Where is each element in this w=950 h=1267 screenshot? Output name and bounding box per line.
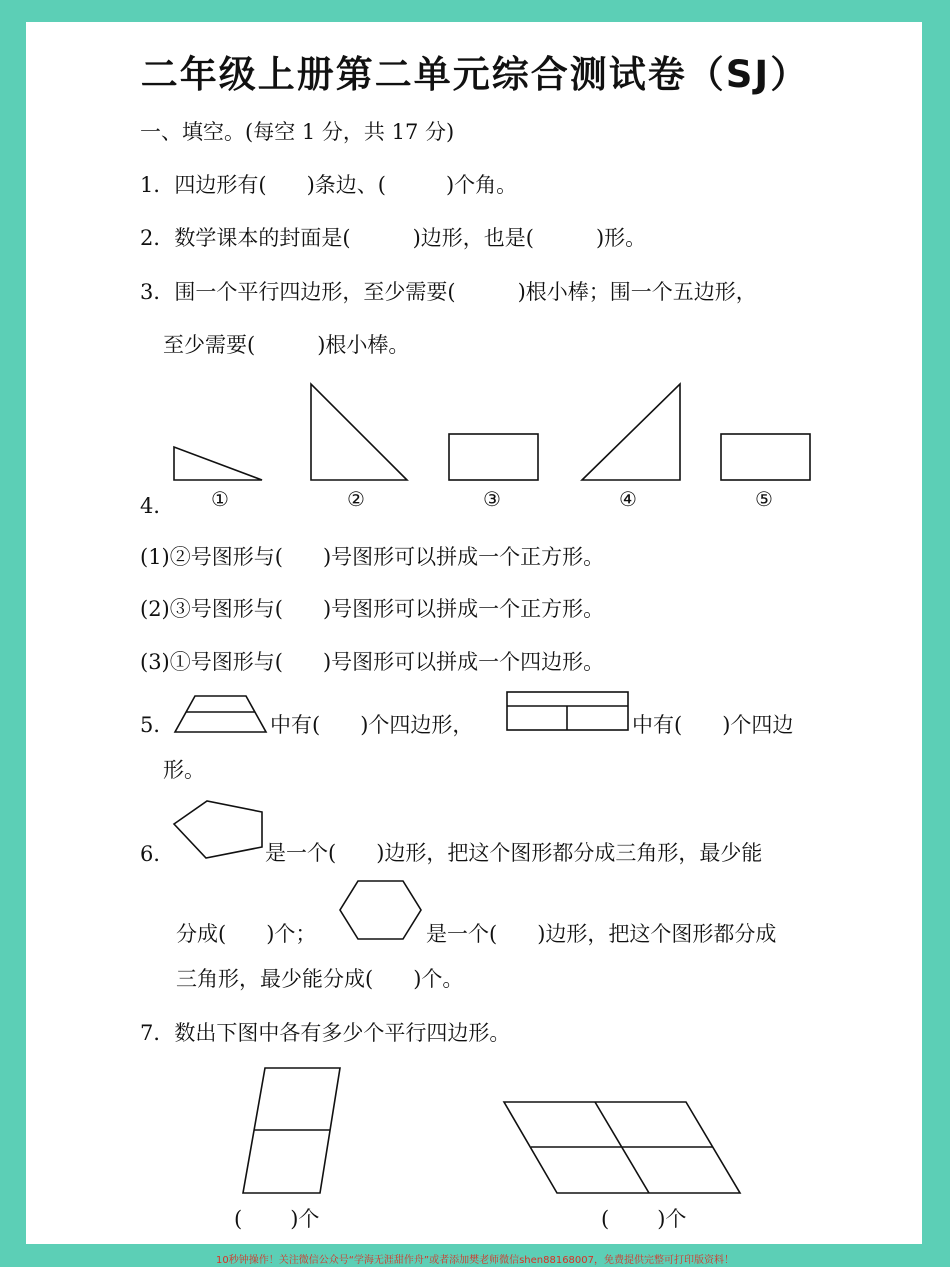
q5-text-d: )个四边 <box>722 713 794 737</box>
q7-answer-1-open: ( <box>234 1207 243 1231</box>
q4-sub-2-a: (2)③号图形与( <box>140 597 283 621</box>
q5-text-a: 中有( <box>270 713 321 737</box>
q3-number: 3． <box>140 280 175 304</box>
q7-answer-2-open: ( <box>601 1207 610 1231</box>
q6-number: 6． <box>140 842 175 866</box>
q7-answer-1-close: )个 <box>290 1207 320 1231</box>
q4-sub-2-b: )号图形可以拼成一个正方形。 <box>322 597 605 621</box>
q2-text-b: )边形，也是( <box>412 226 534 250</box>
shape-label-4: ④ <box>619 487 637 511</box>
q2-text-a: 数学课本的封面是( <box>174 226 351 250</box>
q7-number: 7． <box>140 1021 175 1045</box>
shape-label-2: ② <box>347 487 365 511</box>
q5-text-b: )个四边形， <box>360 713 474 737</box>
q7-text: 数出下图中各有多少个平行四边形。 <box>174 1021 511 1045</box>
section-heading: 一、填空。(每空 1 分，共 17 分) <box>140 120 455 144</box>
q5-number: 5． <box>140 713 175 737</box>
q3-text-b: )根小棒；围一个五边形， <box>517 280 757 304</box>
q6-text-a: 是一个( <box>265 841 337 865</box>
q6-text-b: )边形，把这个图形都分成三角形，最少能 <box>376 841 763 865</box>
q6-text-line3b: )个。 <box>413 967 464 991</box>
q4-number: 4． <box>140 494 175 518</box>
q6-text-line2c: 是一个( <box>426 922 498 946</box>
q4-sub-1-a: (1)②号图形与( <box>140 545 283 569</box>
page-title: 二年级上册第二单元综合测试卷（SJ） <box>140 53 810 96</box>
q1-text-c: )个角。 <box>445 173 518 197</box>
q3-text-line2b: )根小棒。 <box>317 333 410 357</box>
q1-text-a: 四边形有( <box>174 173 267 197</box>
q3-text-a: 围一个平行四边形，至少需要( <box>174 280 456 304</box>
q6-text-line2b: )个； <box>266 922 317 946</box>
q2-number: 2． <box>140 226 175 250</box>
q1-number: 1． <box>140 173 175 197</box>
q3-text-line2a: 至少需要( <box>163 333 256 357</box>
q2-text-c: )形。 <box>595 226 647 250</box>
q6-text-line2d: )边形，把这个图形都分成 <box>537 922 777 946</box>
footer-banner: 10秒钟操作！关注微信公众号“学海无涯甜作舟”或者添加樊老师微信shen88168007，免费提供完整可打印版资料！ <box>215 1255 735 1266</box>
shape-label-1: ① <box>211 487 229 511</box>
q7-answer-2-close: )个 <box>657 1207 687 1231</box>
shape-label-3: ③ <box>483 487 501 511</box>
shape-label-5: ⑤ <box>755 487 773 511</box>
q7-answer-1 <box>234 1205 319 1233</box>
q6-text-line2a: 分成( <box>176 922 227 946</box>
q4-sub-3-a: (3)①号图形与( <box>140 650 283 674</box>
q5-text-c: 中有( <box>632 713 683 737</box>
q4-sub-3-b: )号图形可以拼成一个四边形。 <box>322 650 605 674</box>
q4-sub-1-b: )号图形可以拼成一个正方形。 <box>322 545 605 569</box>
q5-line-2: 形。 <box>163 758 205 782</box>
q7-answer-2 <box>601 1205 686 1233</box>
q6-text-line3a: 三角形，最少能分成( <box>176 967 374 991</box>
q1-text-b: )条边、( <box>306 173 386 197</box>
